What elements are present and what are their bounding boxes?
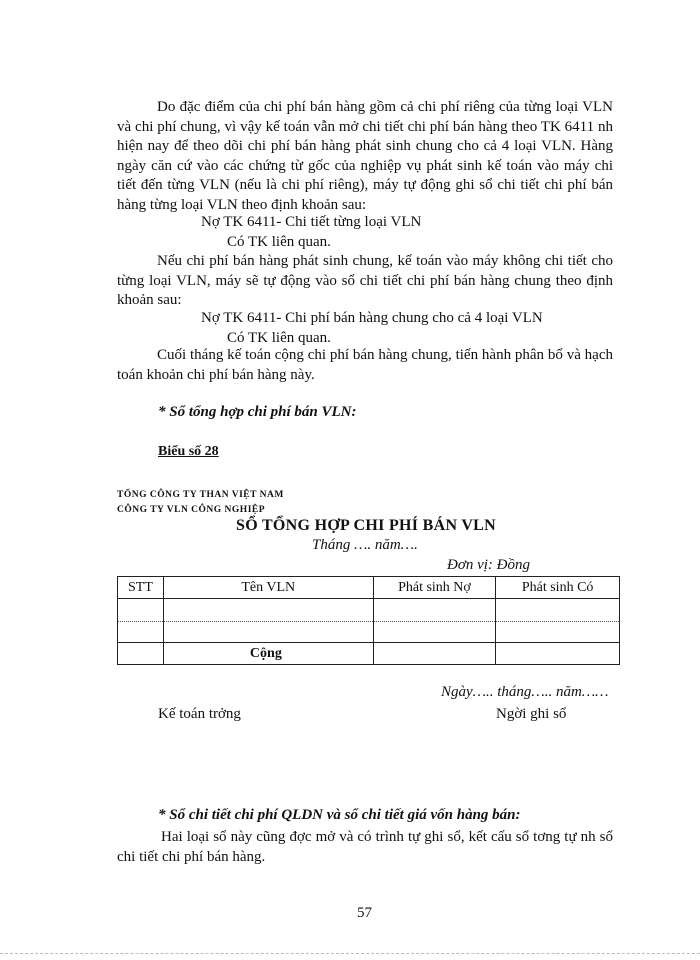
intro-paragraph-2: Nếu chi phí bán hàng phát sinh chung, kế toán vào máy không chi tiết cho từng loại VLN, máy sẽ tự động vào sổ chi tiết chi phí bán hàng chung theo định khoản sau: — [117, 253, 613, 308]
page-bottom-rule — [0, 953, 700, 954]
section2-body: Hai loại sổ này cũng đợc mở và có trình tự ghi sổ, kết cấu sổ tơng tự nh sổ chi tiết chi phí bán hàng. — [117, 829, 613, 865]
total-row — [118, 643, 620, 665]
table-cell — [118, 643, 164, 665]
intro-paragraph-3: Cuối tháng kế toán cộng chi phí bán hàng chung, tiến hành phân bổ và hạch toán khoản chi phí bán hàng này. — [117, 347, 613, 383]
table-row — [118, 599, 620, 622]
table-cell — [496, 643, 620, 665]
table-cell — [118, 599, 164, 622]
table-cell — [373, 643, 496, 665]
table-header-row — [118, 577, 620, 599]
recorder-label: Ngời ghi sổ — [496, 706, 567, 722]
form-title: SỔ TỔNG HỢP CHI PHÍ BÁN VLN — [236, 517, 496, 534]
table-cell — [373, 622, 496, 643]
form-period: Tháng …. năm…. — [312, 537, 418, 553]
currency-unit: Đơn vị: Đồng — [447, 557, 530, 573]
total-label: Cộng — [163, 643, 373, 665]
company-unit: CÔNG TY VLN CÔNG NGHIỆP — [117, 505, 266, 515]
exhibit-label: Biểu số 28 — [158, 444, 219, 459]
entry1-debit: Nợ TK 6411- Chi tiết từng loại VLN — [201, 214, 422, 230]
column-header-credit: Phát sinh Có — [496, 577, 620, 599]
signature-date: Ngày….. tháng….. năm…… — [441, 684, 609, 700]
table-row — [118, 622, 620, 643]
ledger-table — [117, 576, 620, 665]
entry2-credit: Có TK liên quan. — [227, 330, 331, 346]
page-number: 57 — [357, 905, 372, 921]
chief-accountant-label: Kế toán trởng — [158, 706, 241, 722]
column-header-stt: STT — [118, 577, 164, 599]
entry2-debit: Nợ TK 6411- Chi phí bán hàng chung cho cả 4 loại VLN — [201, 310, 543, 326]
company-parent: TỔNG CÔNG TY THAN VIỆT NAM — [117, 490, 284, 500]
table-cell — [163, 622, 373, 643]
table-cell — [163, 599, 373, 622]
section2-heading: * Sổ chi tiết chi phí QLDN và sổ chi tiết giá vốn hàng bán: — [158, 807, 521, 823]
column-header-name: Tên VLN — [163, 577, 373, 599]
column-header-debit: Phát sinh Nợ — [373, 577, 496, 599]
table-cell — [496, 599, 620, 622]
table-cell — [496, 622, 620, 643]
table-cell — [373, 599, 496, 622]
entry1-credit: Có TK liên quan. — [227, 234, 331, 250]
intro-paragraph-1: Do đặc điểm của chi phí bán hàng gồm cả chi phí riêng của từng loại VLN và chi phí chung, vì vậy kế toán vẫn mở chi tiết chi phí bán hàng theo TK 6411 nh hiện nay để theo dõi chi phí bán hàng phát sinh chung cho cả 4 loại VLN. Hàng ngày căn cứ vào các chứng từ gốc của nghiệp vụ phát sinh kế toán vào máy chi tiết đến từng VLN (nếu là chi phí riêng), máy tự động ghi sổ chi tiết chi phí bán hàng từng loại VLN theo định khoản sau: — [117, 99, 613, 213]
section1-heading: * Sổ tổng hợp chi phí bán VLN: — [158, 404, 357, 420]
table-cell — [118, 622, 164, 643]
